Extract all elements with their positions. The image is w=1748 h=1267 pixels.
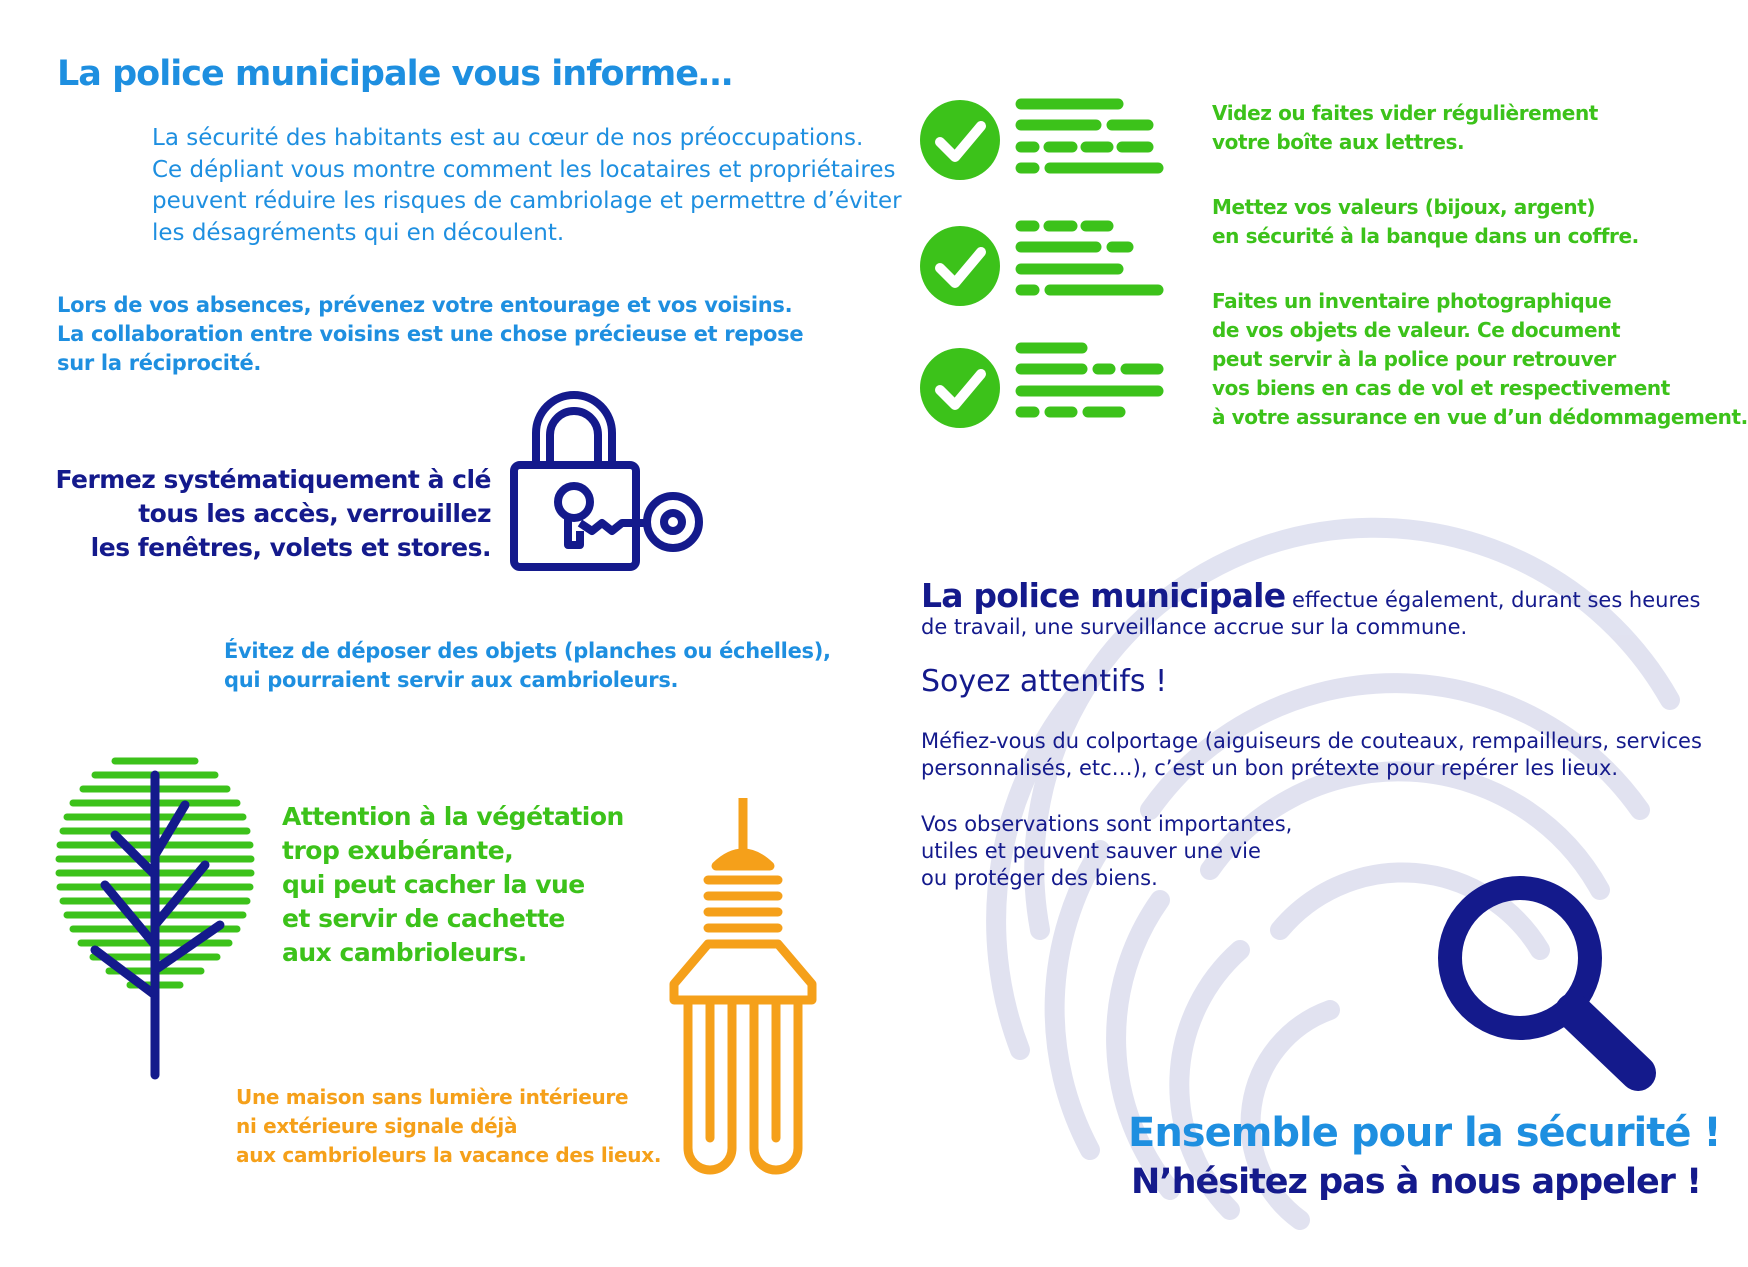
- police-rest: effectue également, durant ses heures de travail, une surveillance accrue sur la commune.: [921, 588, 1701, 639]
- objects-tip: Évitez de déposer des objets (planches ou échelles), qui pourraient servir aux cambrioleurs.: [224, 639, 831, 692]
- checklist-icon-1: [918, 98, 1178, 188]
- fingerprint-tree-icon: [55, 755, 255, 1080]
- checklist-item-valuables: Mettez vos valeurs (bijoux, argent) en sécurité à la banque dans un coffre.: [1212, 195, 1639, 248]
- vegetation-tip: Attention à la végétation trop exubérante, qui peut cacher la vue et servir de cachette aux cambrioleurs.: [282, 802, 624, 967]
- light-bulb-icon: [668, 798, 818, 1183]
- lock-tip: Fermez systématiquement à clé tous les accès, verrouillez les fenêtres, volets et stores.: [55, 465, 491, 562]
- checklist-item-inventory: Faites un inventaire photographique de vos objets de valeur. Ce document peut servir à la police pour retrouver vos biens en cas de vol et respectivement à votre assurance en vue d’un dédommagement.: [1212, 289, 1748, 429]
- footer-call: N’hésitez pas à nous appeler !: [1131, 1162, 1702, 1202]
- intro-paragraph: La sécurité des habitants est au cœur de nos préoccupations. Ce dépliant vous montre comment les locataires et propriétaires peuvent réduire les risques de cambriolage et permettre d’éviter les désagréments qui en découlent.: [152, 125, 902, 246]
- checklist-item-mailbox: Videz ou faites vider régulièrement votre boîte aux lettres.: [1212, 101, 1598, 154]
- magnifier-icon: [1428, 868, 1678, 1098]
- light-tip: Une maison sans lumière intérieure ni extérieure signale déjà aux cambrioleurs la vacance des lieux.: [236, 1085, 662, 1167]
- observations-text: Vos observations sont importantes, utiles et peuvent sauver une vie ou protéger des biens.: [921, 812, 1293, 890]
- police-lead: La police municipale: [921, 576, 1286, 615]
- page-title: La police municipale vous informe…: [57, 54, 732, 94]
- checklist-icon-2: [918, 220, 1178, 310]
- attentive-heading: Soyez attentifs !: [921, 664, 1168, 699]
- padlock-key-icon: [508, 385, 708, 575]
- absences-tip: Lors de vos absences, prévenez votre entourage et vos voisins. La collaboration entre voisins est une chose précieuse et repose sur la réciprocité.: [57, 293, 804, 375]
- footer-together: Ensemble pour la sécurité !: [1128, 1110, 1721, 1156]
- checklist-icon-3: [918, 342, 1178, 432]
- colportage-warning: Méfiez-vous du colportage (aiguiseurs de couteaux, rempailleurs, services personnalisés, etc…), c’est un bon prétexte pour repérer les lieux.: [921, 729, 1702, 780]
- police-surveillance-text: [921, 576, 1701, 641]
